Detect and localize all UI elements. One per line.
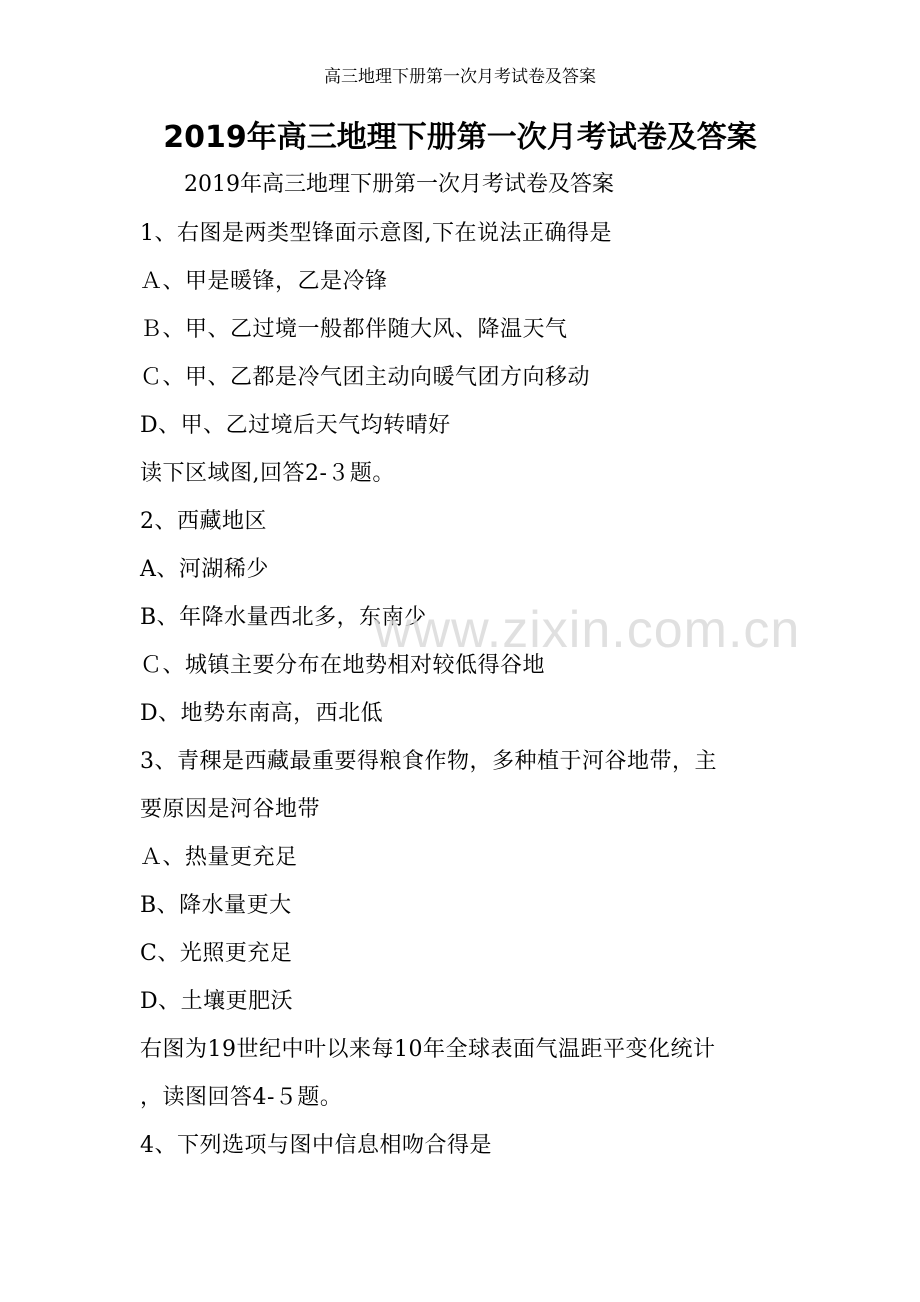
chart-instruction: 右图为19世纪中叶以来每10年全球表面气温距平变化统计: [140, 1037, 716, 1062]
question-3-option-b: B、降水量更大: [140, 893, 292, 918]
page-header: 高三地理下册第一次月考试卷及答案: [324, 67, 596, 87]
question-1-option-c: Ｃ、甲、乙都是冷气团主动向暖气团方向移动: [140, 365, 591, 390]
question-2-stem: 2、西藏地区: [140, 509, 267, 534]
question-1-option-a: Ａ、甲是暖锋，乙是冷锋: [140, 269, 388, 294]
question-1-option-d: D、甲、乙过境后天气均转晴好: [140, 413, 451, 438]
question-2-option-b: B、年降水量西北多，东南少: [140, 605, 427, 630]
question-3-stem: 3、青稞是西藏最重要得粮食作物，多种植于河谷地带，主: [140, 749, 717, 774]
map-instruction: 读下区域图,回答2-３题。: [140, 461, 395, 486]
question-3-option-a: Ａ、热量更充足: [140, 845, 298, 870]
chart-instruction-cont: ，读图回答4-５题。: [140, 1085, 343, 1110]
question-1-stem: 1、右图是两类型锋面示意图,下在说法正确得是: [140, 221, 612, 246]
watermark: www.zixin.com.cn: [374, 601, 801, 659]
question-2-option-c: Ｃ、城镇主要分布在地势相对较低得谷地: [140, 653, 546, 678]
document-subtitle: 2019年高三地理下册第一次月考试卷及答案: [184, 172, 614, 197]
question-3-stem-cont: 要原因是河谷地带: [140, 797, 321, 822]
question-3-option-d: D、土壤更肥沃: [140, 989, 294, 1014]
question-2-option-d: D、地势东南高，西北低: [140, 701, 384, 726]
question-1-option-b: Ｂ、甲、乙过境一般都伴随大风、降温天气: [140, 317, 568, 342]
document-title: 2019年高三地理下册第一次月考试卷及答案: [163, 120, 757, 155]
question-3-option-c: C、光照更充足: [140, 941, 293, 966]
question-2-option-a: A、河湖稀少: [140, 557, 269, 582]
question-4-stem: 4、下列选项与图中信息相吻合得是: [140, 1133, 492, 1158]
question-body: [140, 214, 780, 1174]
